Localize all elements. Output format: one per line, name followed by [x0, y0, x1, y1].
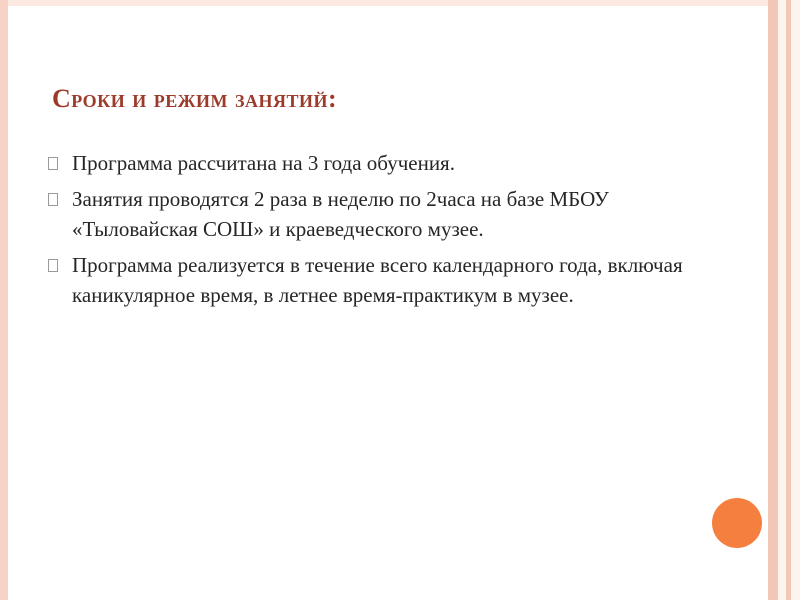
orange-circle-decoration: [712, 498, 762, 548]
frame-right-gap: [778, 0, 786, 600]
bullet-text: Программа реализуется в течение всего календарного года, включая каникулярное время, в летнее время-практикум в музее.: [72, 253, 683, 307]
bullet-list: [46, 148, 696, 316]
bullet-item: [46, 148, 696, 178]
bullet-item: [46, 250, 696, 310]
frame-right-stripe-outer: [768, 0, 778, 600]
bullet-text: Занятия проводятся 2 раза в неделю по 2часа на базе МБОУ «Тыловайская СОШ» и краеведческого музее.: [72, 187, 609, 241]
frame-right-edge: [791, 0, 800, 600]
square-bullet-icon: [48, 193, 58, 206]
slide-title: Сроки и режим занятий:: [52, 84, 338, 113]
bullet-text: Программа рассчитана на 3 года обучения.: [72, 151, 455, 175]
frame-left-band: [0, 0, 8, 600]
frame-top-band: [0, 0, 800, 6]
square-bullet-icon: [48, 259, 58, 272]
square-bullet-icon: [48, 157, 58, 170]
bullet-item: [46, 184, 696, 244]
